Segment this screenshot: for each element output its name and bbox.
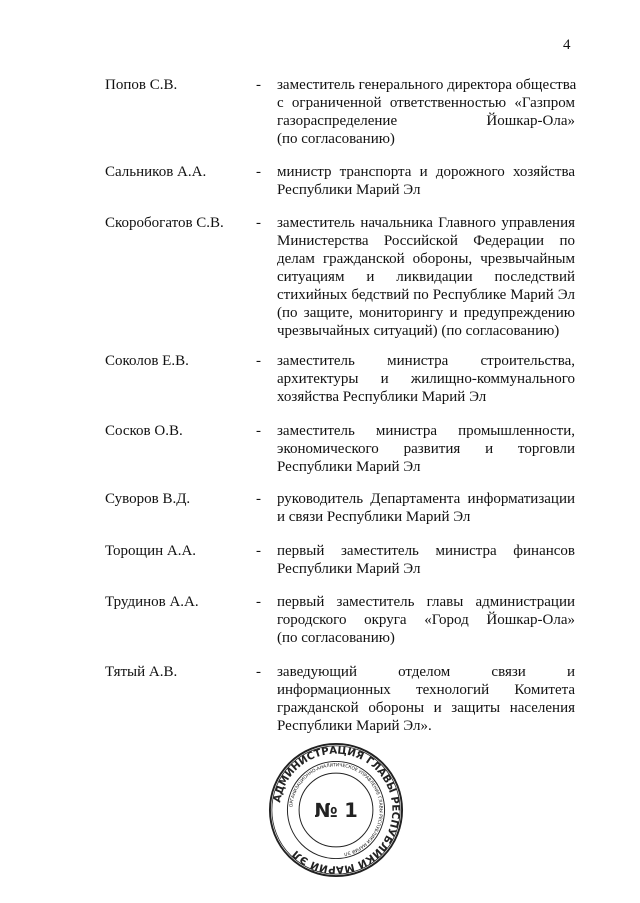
person-name: Соколов Е.В. bbox=[105, 353, 189, 369]
dash-separator: - bbox=[256, 594, 261, 610]
description-line: (по согласованию) bbox=[277, 131, 395, 147]
person-name: Суворов В.Д. bbox=[105, 491, 191, 507]
description-line: и связи Республики Марий Эл bbox=[277, 509, 471, 525]
description-line: Республики Марий Эл bbox=[277, 561, 421, 577]
description-line: заместитель начальника Главного управления bbox=[277, 215, 575, 231]
description-line: министр транспорта и дорожного хозяйства bbox=[277, 164, 575, 180]
dash-separator: - bbox=[256, 491, 261, 507]
description-line: городского округа «Город Йошкар-Ола» bbox=[277, 612, 575, 628]
description-line: с ограниченной ответственностью «Газпром bbox=[277, 95, 575, 111]
dash-separator: - bbox=[256, 664, 261, 680]
description-line: хозяйства Республики Марий Эл bbox=[277, 389, 487, 405]
description-line: делам гражданской обороны, чрезвычайным bbox=[277, 251, 575, 267]
person-name: Трудинов А.А. bbox=[105, 594, 199, 610]
description-line: заведующий отделом связи и bbox=[277, 664, 575, 680]
description-line: первый заместитель министра финансов bbox=[277, 543, 575, 559]
position-description bbox=[277, 663, 575, 735]
description-line: ситуациям и ликвидации последствий bbox=[277, 269, 575, 285]
position-description bbox=[277, 593, 575, 647]
description-line: архитектуры и жилищно-коммунального bbox=[277, 371, 575, 387]
seal-number: № 1 bbox=[314, 798, 358, 822]
dash-separator: - bbox=[256, 164, 261, 180]
position-description bbox=[277, 422, 575, 476]
description-line: (по защите, мониторингу и предупреждению bbox=[277, 305, 575, 321]
description-line: Республики Марий Эл bbox=[277, 459, 421, 475]
description-line: заместитель генерального директора общества bbox=[277, 77, 577, 93]
person-name: Сальников А.А. bbox=[105, 164, 207, 180]
person-name: Скоробогатов С.В. bbox=[105, 215, 224, 231]
dash-separator: - bbox=[256, 423, 261, 439]
position-description bbox=[277, 490, 575, 526]
description-line: газораспределение Йошкар-Ола» bbox=[277, 113, 575, 129]
description-line: Республики Марий Эл bbox=[277, 182, 421, 198]
official-seal bbox=[268, 742, 404, 878]
seal-outer-text: АДМИНИСТРАЦИЯ ГЛАВЫ РЕСПУБЛИКИ МАРИЙ ЭЛ bbox=[272, 745, 401, 875]
description-line: (по согласованию) bbox=[277, 630, 395, 646]
position-description bbox=[277, 214, 575, 340]
description-line: руководитель Департамента информатизации bbox=[277, 491, 575, 507]
person-name: Сосков О.В. bbox=[105, 423, 183, 439]
description-line: чрезвычайных ситуаций) (по согласованию) bbox=[277, 323, 560, 339]
page-number: 4 bbox=[563, 37, 571, 53]
dash-separator: - bbox=[256, 215, 261, 231]
dash-separator: - bbox=[256, 543, 261, 559]
dash-separator: - bbox=[256, 77, 261, 93]
person-name: Торощин А.А. bbox=[105, 543, 197, 559]
position-description bbox=[277, 163, 575, 199]
person-name: Попов С.В. bbox=[105, 77, 178, 93]
person-name: Тятый А.В. bbox=[105, 664, 178, 680]
description-line: первый заместитель главы администрации bbox=[277, 594, 575, 610]
position-description bbox=[277, 352, 575, 406]
description-line: Республики Марий Эл». bbox=[277, 718, 432, 734]
description-line: стихийных бедствий по Республике Марий Эл bbox=[277, 287, 575, 303]
description-line: заместитель министра строительства, bbox=[277, 353, 575, 369]
description-line: заместитель министра промышленности, bbox=[277, 423, 575, 439]
description-line: информационных технологий Комитета bbox=[277, 682, 575, 698]
position-description bbox=[277, 542, 575, 578]
description-line: экономического развития и торговли bbox=[277, 441, 575, 457]
seal-inner-text: ОРГАНИЗАЦИОННО-АНАЛИТИЧЕСКОЕ УПРАВЛЕНИЕ ГЛАВЫ РЕСПУБЛИКИ МАРИЙ ЭЛ bbox=[289, 763, 383, 856]
dash-separator: - bbox=[256, 353, 261, 369]
description-line: Министерства Российской Федерации по bbox=[277, 233, 575, 249]
position-description bbox=[277, 76, 575, 148]
description-line: гражданской обороны и защиты населения bbox=[277, 700, 575, 716]
